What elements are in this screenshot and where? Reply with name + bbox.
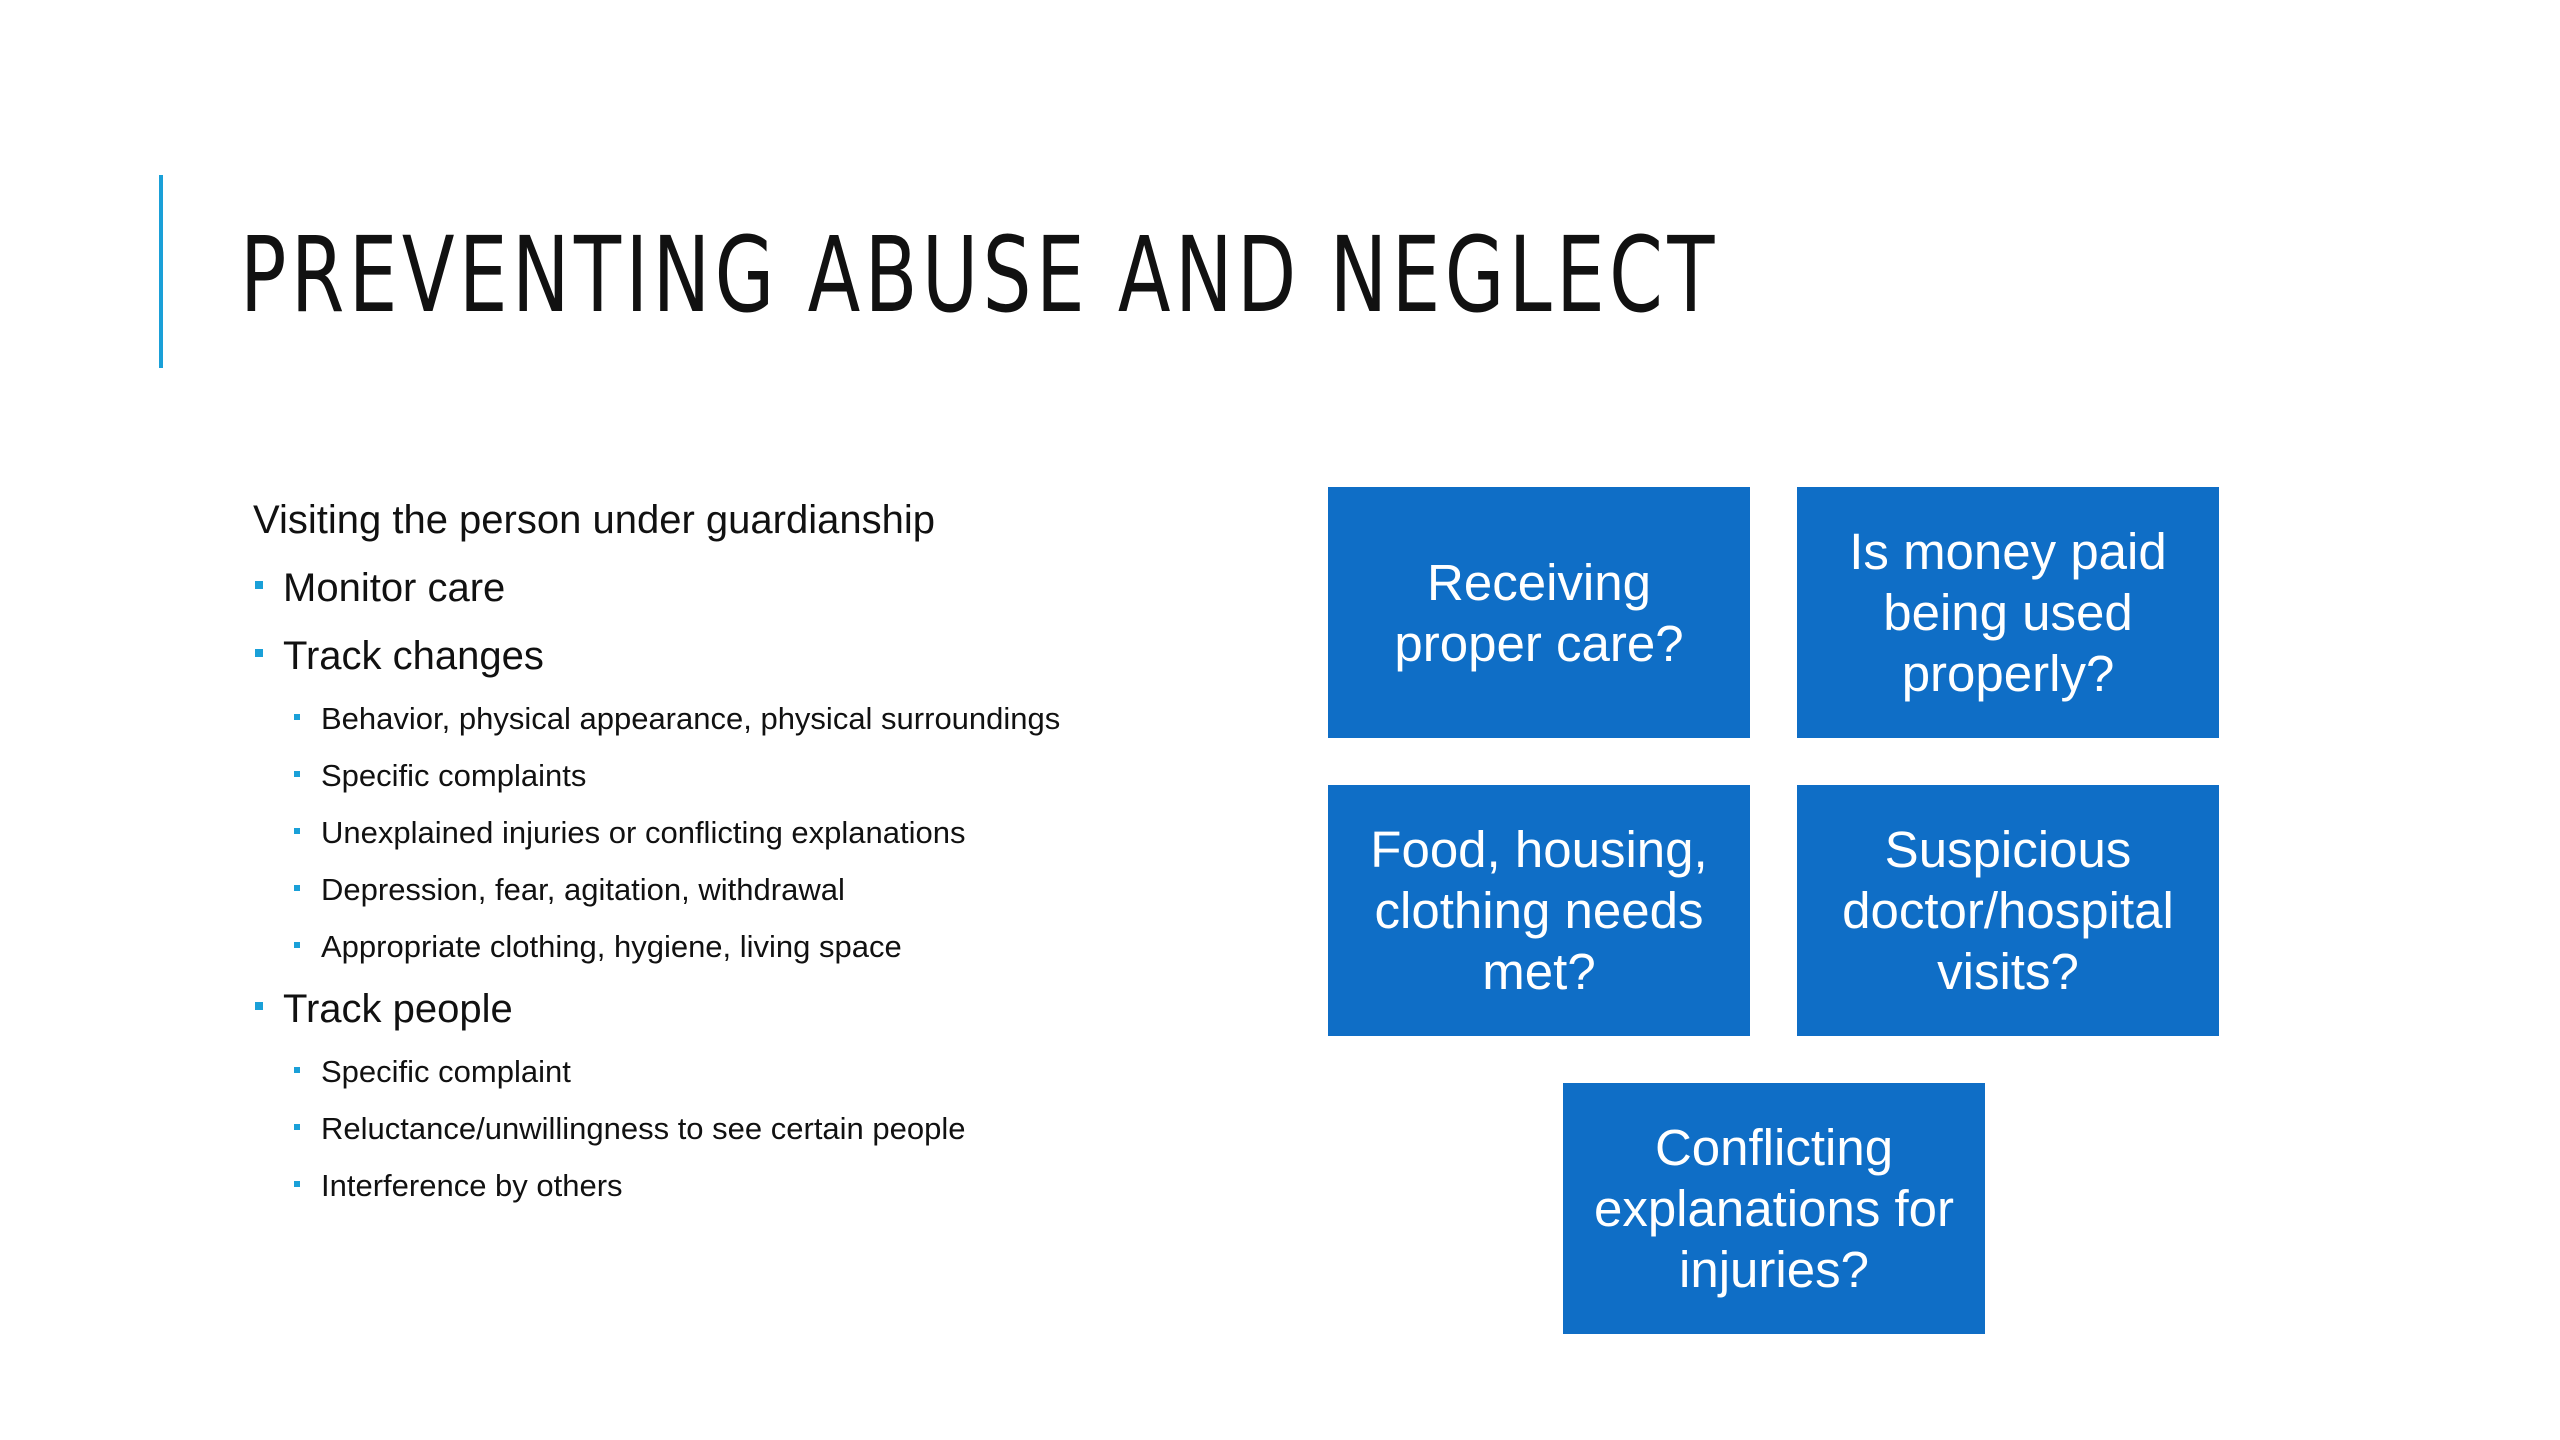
bullet-square-icon — [294, 942, 300, 948]
sub-bullet — [253, 690, 1253, 747]
sub-bullet — [253, 747, 1253, 804]
question-box-text: Food, housing, clothing needs met? — [1370, 821, 1708, 1000]
question-box — [1797, 487, 2219, 738]
question-box-text: Is money paid being used properly? — [1849, 523, 2167, 702]
bullet-square-icon — [294, 771, 300, 777]
bullet-square-icon — [255, 649, 263, 657]
slide-title: PREVENTING ABUSE AND NEGLECT — [240, 214, 1719, 336]
bullet-monitor-care — [253, 554, 1253, 622]
sub-bullet — [253, 804, 1253, 861]
sub-bullet — [253, 1157, 1253, 1214]
question-box — [1797, 785, 2219, 1036]
title-accent-bar — [159, 175, 163, 368]
sub-bullet-label: Interference by others — [321, 1168, 623, 1203]
bullet-label: Monitor care — [283, 566, 506, 610]
sub-bullet-label: Specific complaints — [321, 758, 587, 793]
bullet-square-icon — [294, 1067, 300, 1073]
bullet-square-icon — [294, 885, 300, 891]
sub-bullet-label: Reluctance/unwillingness to see certain people — [321, 1111, 966, 1146]
bullet-square-icon — [294, 1124, 300, 1130]
bullet-track-changes — [253, 622, 1253, 690]
question-box-text: Suspicious doctor/hospital visits? — [1842, 821, 2174, 1000]
bullet-square-icon — [294, 1181, 300, 1187]
sub-bullet-label: Unexplained injuries or conflicting explanations — [321, 815, 966, 850]
bullet-label: Track changes — [283, 634, 544, 678]
question-box — [1328, 785, 1750, 1036]
sub-bullet-label: Specific complaint — [321, 1054, 571, 1089]
bullet-square-icon — [294, 828, 300, 834]
bullet-square-icon — [255, 581, 263, 589]
bullet-list — [253, 486, 1253, 1214]
bullet-label: Track people — [283, 987, 513, 1031]
bullet-track-people — [253, 975, 1253, 1043]
question-box — [1328, 487, 1750, 738]
sub-bullet-label: Appropriate clothing, hygiene, living space — [321, 929, 902, 964]
bullet-square-icon — [255, 1002, 263, 1010]
question-box-text: Conflicting explanations for injuries? — [1593, 1119, 1955, 1298]
question-box — [1563, 1083, 1985, 1334]
sub-bullet — [253, 861, 1253, 918]
sub-bullet — [253, 1100, 1253, 1157]
sub-bullet — [253, 1043, 1253, 1100]
question-box-text: Receiving proper care? — [1394, 553, 1684, 672]
sub-bullet — [253, 918, 1253, 975]
bullet-square-icon — [294, 714, 300, 720]
sub-bullet-label: Behavior, physical appearance, physical surroundings — [321, 701, 1061, 736]
sub-bullet-label: Depression, fear, agitation, withdrawal — [321, 872, 845, 907]
lead-text: Visiting the person under guardianship — [253, 498, 935, 542]
